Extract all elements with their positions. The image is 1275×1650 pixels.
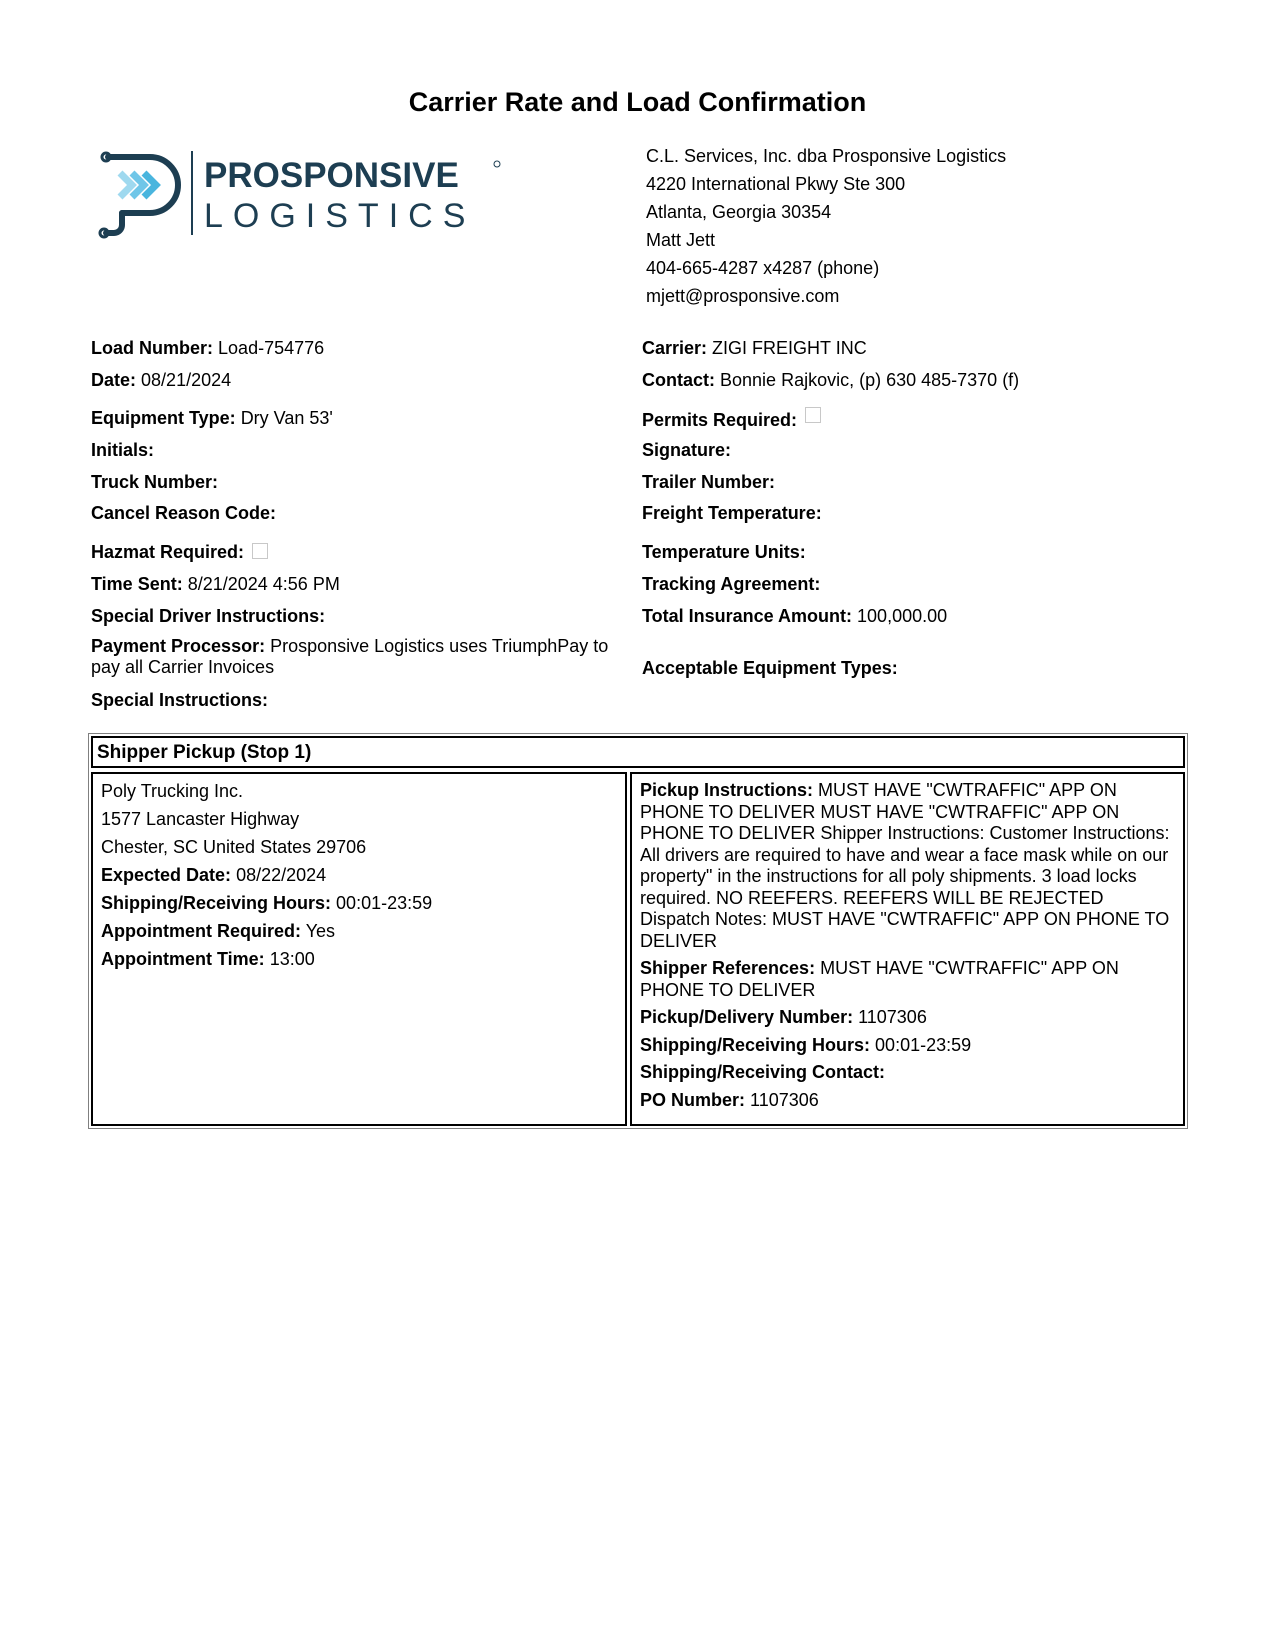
logo-word-2: LOGISTICS: [204, 197, 476, 235]
insurance-field: Total Insurance Amount: 100,000.00: [642, 606, 948, 626]
hazmat-field: Hazmat Required:: [91, 541, 268, 564]
temperature-units-field: Temperature Units:: [642, 542, 806, 562]
shipper-references-value: MUST HAVE "CWTRAFFIC" APP ON PHONE TO DELIVER: [640, 958, 1119, 1000]
freight-temperature-field: Freight Temperature:: [642, 503, 822, 523]
trailer-number-field: Trailer Number:: [642, 472, 776, 492]
receiving-contact-field: Shipping/Receiving Contact:: [640, 1062, 886, 1082]
shipper-address-2: Chester, SC United States 29706: [101, 837, 367, 857]
appointment-required-value: Yes: [305, 921, 336, 941]
appointment-time-value: 13:00: [269, 949, 315, 969]
page-title: Carrier Rate and Load Confirmation: [408, 87, 867, 117]
payment-processor-field: Payment Processor: Prosponsive Logistics uses TriumphPay to pay all Carrier Invoices: [91, 636, 609, 677]
company-address-1: 4220 International Pkwy Ste 300: [646, 174, 906, 194]
appointment-time-field: Appointment Time: 13:00: [101, 949, 315, 969]
pickup-delivery-number-value: 1107306: [858, 1007, 927, 1027]
logo-word-1: PROSPONSIVE: [204, 156, 459, 195]
date-value: 08/21/2024: [141, 370, 232, 390]
tracking-agreement-field: Tracking Agreement:: [642, 574, 821, 594]
company-info: [646, 145, 1006, 313]
company-contact: Matt Jett: [646, 230, 716, 250]
shipper-address-1: 1577 Lancaster Highway: [101, 809, 300, 829]
expected-date-field: Expected Date: 08/22/2024: [101, 865, 327, 885]
company-address-2: Atlanta, Georgia 30354: [646, 202, 832, 222]
date-field: Date: 08/21/2024: [91, 370, 232, 390]
time-sent-field: Time Sent: 8/21/2024 4:56 PM: [91, 574, 340, 594]
truck-number-field: Truck Number:: [91, 472, 219, 492]
special-driver-instructions-field: Special Driver Instructions:: [91, 606, 326, 626]
po-number-value: 1107306: [750, 1089, 819, 1110]
po-number-field: PO Number: 1107306: [640, 1089, 819, 1110]
initials-field: Initials:: [91, 440, 155, 460]
pickup-instructions-value: MUST HAVE "CWTRAFFIC" APP ON PHONE TO DELIVER MUST HAVE "CWTRAFFIC" APP ON PHONE TO DELIVER Shipper Instructions: Customer Instructions: All drivers are required to have and wear a face mask while on our property" in the instructions for all poly shipments. 3 load locks required. NO REEFERS. REEFERS WILL BE REJECTED Dispatch Notes: MUST HAVE "CWTRAFFIC" APP ON PHONE TO DELIVER: [640, 780, 1170, 951]
company-email: mjett@prosponsive.com: [646, 286, 840, 306]
prosponsive-logo-icon: [96, 151, 516, 245]
load-number-value: Load-754776: [218, 338, 325, 358]
hours-value: 00:01-23:59: [336, 893, 433, 913]
appointment-required-field: Appointment Required: Yes: [101, 921, 336, 941]
carrier-field: Carrier: ZIGI FREIGHT INC: [642, 338, 867, 358]
stop-location-cell: [91, 772, 627, 1126]
permits-checkbox[interactable]: [805, 407, 821, 423]
company-logo: [96, 151, 516, 245]
hazmat-checkbox[interactable]: [252, 543, 268, 559]
insurance-value: 100,000.00: [857, 606, 948, 626]
company-name: C.L. Services, Inc. dba Prosponsive Logistics: [646, 146, 1007, 166]
hours-2-field: Shipping/Receiving Hours: 00:01-23:59: [640, 1034, 972, 1055]
signature-field: Signature:: [642, 440, 732, 460]
equipment-type-value: Dry Van 53': [240, 408, 333, 428]
acceptable-equipment-field: Acceptable Equipment Types:: [642, 658, 898, 678]
permits-field: Permits Required:: [642, 407, 821, 432]
stop-instructions-cell: [630, 772, 1185, 1126]
stop-table: [88, 733, 1188, 1129]
cancel-reason-field: Cancel Reason Code:: [91, 503, 277, 523]
load-number-field: Load Number: Load-754776: [91, 338, 325, 358]
shipper-references-field: Shipper References: MUST HAVE "CWTRAFFIC" APP ON PHONE TO DELIVER: [640, 958, 1119, 1000]
equipment-type-field: Equipment Type: Dry Van 53': [91, 408, 333, 428]
hours-field: Shipping/Receiving Hours: 00:01-23:59: [101, 893, 433, 913]
expected-date-value: 08/22/2024: [236, 865, 327, 885]
contact-field: Contact: Bonnie Rajkovic, (p) 630 485-7370 (f): [642, 370, 1020, 390]
contact-value: Bonnie Rajkovic, (p) 630 485-7370 (f): [720, 370, 1020, 390]
pickup-instructions-field: Pickup Instructions: MUST HAVE "CWTRAFFIC" APP ON PHONE TO DELIVER MUST HAVE "CWTRAFFIC" APP ON PHONE TO DELIVER Shipper Instructions: Customer Instructions: All drivers are required to have and wear a face mask while on our property" in the instructions for all poly shipments. 3 load locks required. NO REEFERS. REEFERS WILL BE REJECTED Dispatch Notes: MUST HAVE "CWTRAFFIC" APP ON PHONE TO DELIVER: [640, 780, 1170, 951]
pickup-delivery-number-field: Pickup/Delivery Number: 1107306: [640, 1007, 927, 1027]
stop-header: Shipper Pickup (Stop 1): [91, 736, 1185, 768]
hours-2-value: 00:01-23:59: [875, 1034, 972, 1055]
company-phone: 404-665-4287 x4287 (phone): [646, 258, 880, 278]
payment-processor-value: Prosponsive Logistics uses TriumphPay to pay all Carrier Invoices: [91, 636, 609, 677]
carrier-value: ZIGI FREIGHT INC: [712, 338, 867, 358]
time-sent-value: 8/21/2024 4:56 PM: [187, 574, 340, 594]
shipper-name: Poly Trucking Inc.: [101, 781, 244, 801]
special-instructions-field: Special Instructions:: [91, 690, 269, 710]
